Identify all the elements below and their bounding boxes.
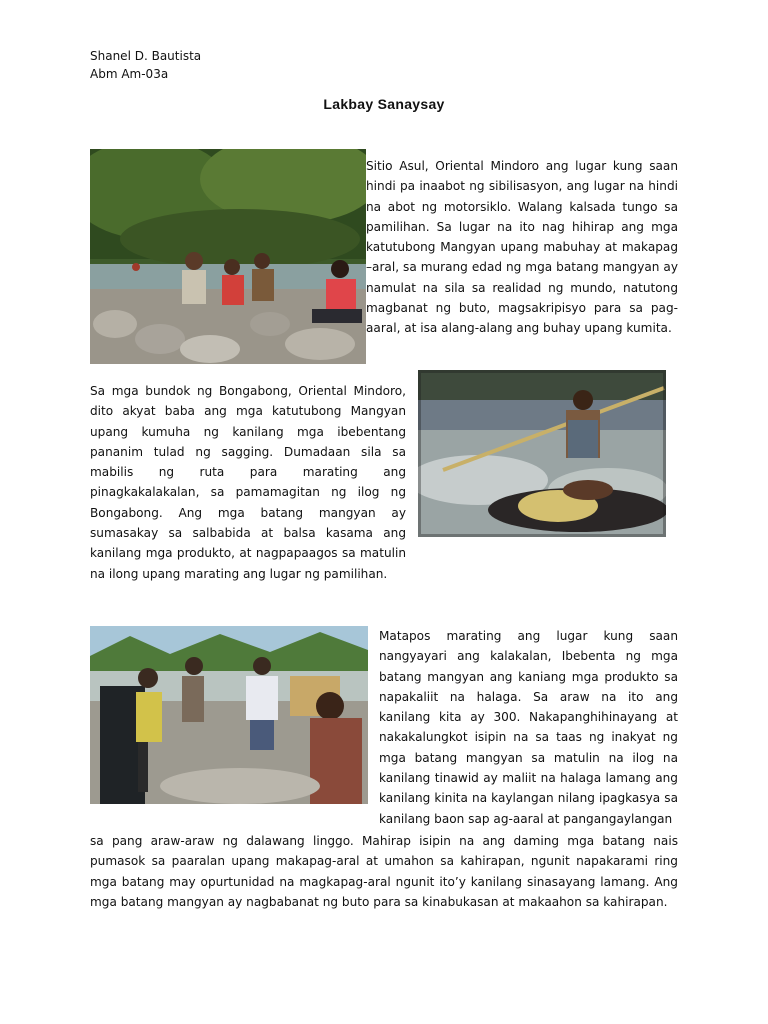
- author-block: [90, 47, 201, 83]
- photo-boy-on-raft: [418, 370, 666, 537]
- author-section: Abm Am-03a: [90, 67, 169, 81]
- photo-children-by-river: [90, 149, 366, 364]
- paragraph-1: Sitio Asul, Oriental Mindoro ang lugar kung saan hindi pa inaabot ng sibilisasyon, ang lugar na hindi na abot ng motorsiklo. Walang kalsada tungo sa pamilihan. Sa lugar na ito nag hihirap ang mga katutubong Mangyan upang mabuhay at makapag –aral, sa murang edad ng mga batang mangyan ay namulat na sila sa realidad ng mundo, natutong magbanat ng buto, magsakripisyo para sa pag-aaral, at isa alang-alang ang buhay upang kumita.: [366, 159, 678, 336]
- page-title: Lakbay Sanaysay: [323, 96, 445, 112]
- photo-riverbank-market: [90, 626, 368, 804]
- paragraph-3: Matapos marating ang lugar kung saan nangyayari ang kalakalan, Ibebenta ng mga batang mangyan ang kaniang mga produkto sa napakaliit na halaga. Sa araw na ito ang kanilang kita ay 300. Nakapanghihinayang at nakakalungkot isipin na sa taas ng inakyat ng mga batang mangyan sa matulin na ilog na kanilang tinawid ay maliit na halaga lamang ang kanilang kinita na kaylangan nilang ipagkasya sa kanilang baon sap ag-aaral at pangangaylangan: [379, 629, 678, 826]
- paragraph-2: Sa mga bundok ng Bongabong, Oriental Mindoro, dito akyat baba ang mga katutubong Mangyan upang kumuha ng kanilang mga ibebentang pananim tulad ng sagging. Dumadaan sila sa mabilis ng ruta para marating ang pinagkakalakalan, sa pamamagitan ng ilog ng Bongabong. Ang mga batang mangyan ay sumasakay sa salbabida at balsa kasama ang kanilang mga produkto, at nagpapaagos sa matulin na ilong upang marating ang lugar ng pamilihan.: [90, 384, 406, 581]
- paragraph-4: sa pang araw-araw ng dalawang linggo. Mahirap isipin na ang daming mga batang nais pumasok sa paaralan upang makapag-aral at umahon sa kahirapan, ngunit napakarami ring mga batang may opurtunidad na magkapag-aral ngunit ito’y kanilang sinasayang lamang. Ang mga batang mangyan ay nagbabanat ng buto para sa kinabukasan at makaahon sa kahirapan.: [90, 834, 678, 909]
- author-name: Shanel D. Bautista: [90, 49, 202, 63]
